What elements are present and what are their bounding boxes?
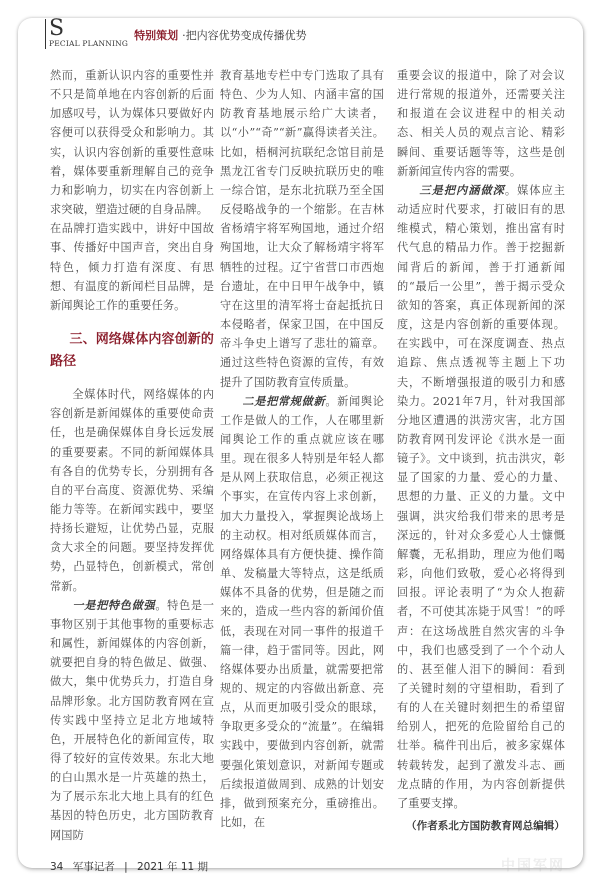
page-header bbox=[45, 16, 585, 49]
paragraph: 在品牌打造实践中，讲好中国故事、传播好中国声音，突出自身特色，倾力打造有深度、有思想、有温度的新闻栏目品牌，是新闻舆论工作的重要任务。 bbox=[50, 222, 214, 312]
column-2 bbox=[220, 66, 384, 832]
footer-separator: | bbox=[124, 860, 128, 873]
section-heading: 三、网络媒体内容创新的路径 bbox=[50, 332, 214, 370]
author-note: （作者系北方国防教育网总编辑） bbox=[406, 820, 565, 833]
section-tag: 特别策划 bbox=[134, 29, 179, 42]
logo-subtitle: PECIAL PLANNING bbox=[49, 39, 129, 48]
header-text bbox=[134, 19, 307, 43]
issue-label: 2021 年 11 期 bbox=[136, 860, 209, 873]
page-footer bbox=[50, 859, 214, 874]
article-columns bbox=[45, 66, 585, 845]
paragraph-body: 。媒体应主动适应时代要求，打破旧有的思维模式，精心策划，推出富有时代气息的精品力作。善于挖掘新闻背后的新闻，善于打通新闻的“最后一公里”，善于揭示受众欲知的答案，真正体现新闻的深度，这是内容创新的重要体现。在实践中，可在深度调查、热点追踪、焦点透视等主题上下功夫，不断增强报道的吸引力和感染力。2021年7月，针对我国部分地区遭遇的洪涝灾害，北方国防教育网刊发评论《洪水是一面镜子》。文中谈到，抗击洪灾，彰显了国家的力量、爱心的力量、思想的力量、正义的力量。文中强调，洪灾给我们带来的思考是深远的，针对众多爱心人士慷慨解囊，无私捐助，理应为他们喝彩，向他们致敬，爱心必将得到回报。评论表明了“为众人抱薪者，不可使其冻毙于风雪！”的呼声：在这场战胜自然灾害的斗争中，我们也感受到了一个个动人的、甚至催人泪下的瞬间：看到了关键时刻的守望相助，看到了有的人在关键时刻把生的希望留给别人，把死的危险留给自己的壮举。稿件刊出后，被多家媒体转载转发，起到了激发斗志、画龙点睛的作用，为内容创新提供了重要支撑。 bbox=[397, 183, 565, 810]
lead-phrase: 一是把特色做强 bbox=[72, 597, 156, 612]
paragraph bbox=[397, 181, 565, 813]
paragraph bbox=[220, 392, 384, 833]
watermark: 中国军网 bbox=[501, 857, 565, 874]
logo-letter: S bbox=[49, 16, 65, 41]
paragraph: 然而，重新认识内容的重要性并不只是简单地在内容创新的后面加感叹号，认为媒体只要做好内容便可以获得受众和影响力。其实，认识内容创新的重要性意味着，媒体要重新理解自己的竞争力和影响力，切实在内容创新上求突破，塑造过硬的自身品牌。 bbox=[50, 69, 214, 217]
header-rule bbox=[45, 19, 46, 49]
special-planning-logo bbox=[49, 16, 129, 48]
paragraph-body: 。新闻舆论工作是做人的工作，人在哪里新闻舆论工作的重点就应该在哪里。现在很多人特别是年轻人都是从网上获取信息，必须正视这个事实，在宣传内容上求创新，加大力量投入，掌握舆论战场上的主动权。相对纸质媒体而言，网络媒体具有方便快捷、操作简单、发稿量大等特点，这是纸质媒体不具备的优势，但是随之而来的，造成一些内容的新闻价值低，表现在对同一事件的报道千篇一律，趋于雷同等。因此，网络媒体要办出质量，就需要把常规的、规定的内容做出新意、亮点，从而更加吸引受众的眼球，争取更多受众的“流量”。在编辑实践中，要做到内容创新，就需要强化策划意识，对新闻专题或后续报道做周到、成熟的计划安排，做到预案充分，重磅推出。比如，在 bbox=[220, 394, 384, 830]
paragraph bbox=[50, 596, 214, 845]
magazine-name: 军事记者 bbox=[72, 860, 115, 873]
page-number: 34 bbox=[50, 860, 64, 873]
page-bottom bbox=[50, 855, 565, 875]
lead-phrase: 二是把常规做新 bbox=[242, 393, 326, 408]
paragraph-body: 。特色是一事物区别于其他事物的重要标志和属性，新闻媒体的内容创新，就要把自身的特色做足、做强、做大，集中优势兵力，打造自身品牌形象。北方国防教育网在宣传实践中坚持立足北方地域特色，开展特色化的新闻宣传，取得了较好的宣传效果。东北大地的白山黑水是一片英雄的热土，为了展示东北大地上具有的红色基因的特色历史，北方国防教育网国防 bbox=[50, 598, 214, 842]
header-title: ·把内容优势变成传播优势 bbox=[182, 29, 307, 42]
paragraph: 全媒体时代，网络媒体的内容创新是新闻媒体的重要使命责任，也是确保媒体自身长远发展的重要要素。不同的新闻媒体具有各自的优势专长，分别拥有各自的平台高度、资源优势、采编能力等等。在新闻实践中，要坚持扬长避短，让优势凸显，克服贪大求全的问题。要坚持发挥优势，凸显特色，创新模式，常创常新。 bbox=[50, 388, 214, 593]
paragraph: 教育基地专栏中专门选取了具有特色、少为人知、内涵丰富的国防教育基地展示给广大读者，以“小”“奇”“新”赢得读者关注。比如，梧桐河抗联纪念馆目前是黑龙江省专门反映抗联历史的唯一综合馆，是东北抗联乃至全国反侵略战争的一个缩影。在吉林省杨靖宇将军殉国地，通过介绍殉国地，让大众了解杨靖宇将军牺牲的过程。辽宁省营口市西炮台遗址，在中日甲午战争中，镇守在这里的清军将士奋起抵抗日本侵略者，保家卫国，在中国反帝斗争史上谱写了悲壮的篇章。通过这些特色资源的宣传，有效提升了国防教育宣传质量。 bbox=[220, 69, 384, 389]
lead-phrase: 三是把内涵做深 bbox=[419, 182, 505, 197]
paragraph: 重要会议的报道中，除了对会议进行常规的报道外，还需要关注和报道在会议进程中的相关动态、相关人员的观点言论、精彩瞬间、重要话题等等，这些是创新新闻宣传内容的需要。 bbox=[397, 69, 565, 178]
column-1 bbox=[50, 66, 214, 845]
column-3 bbox=[397, 66, 565, 836]
